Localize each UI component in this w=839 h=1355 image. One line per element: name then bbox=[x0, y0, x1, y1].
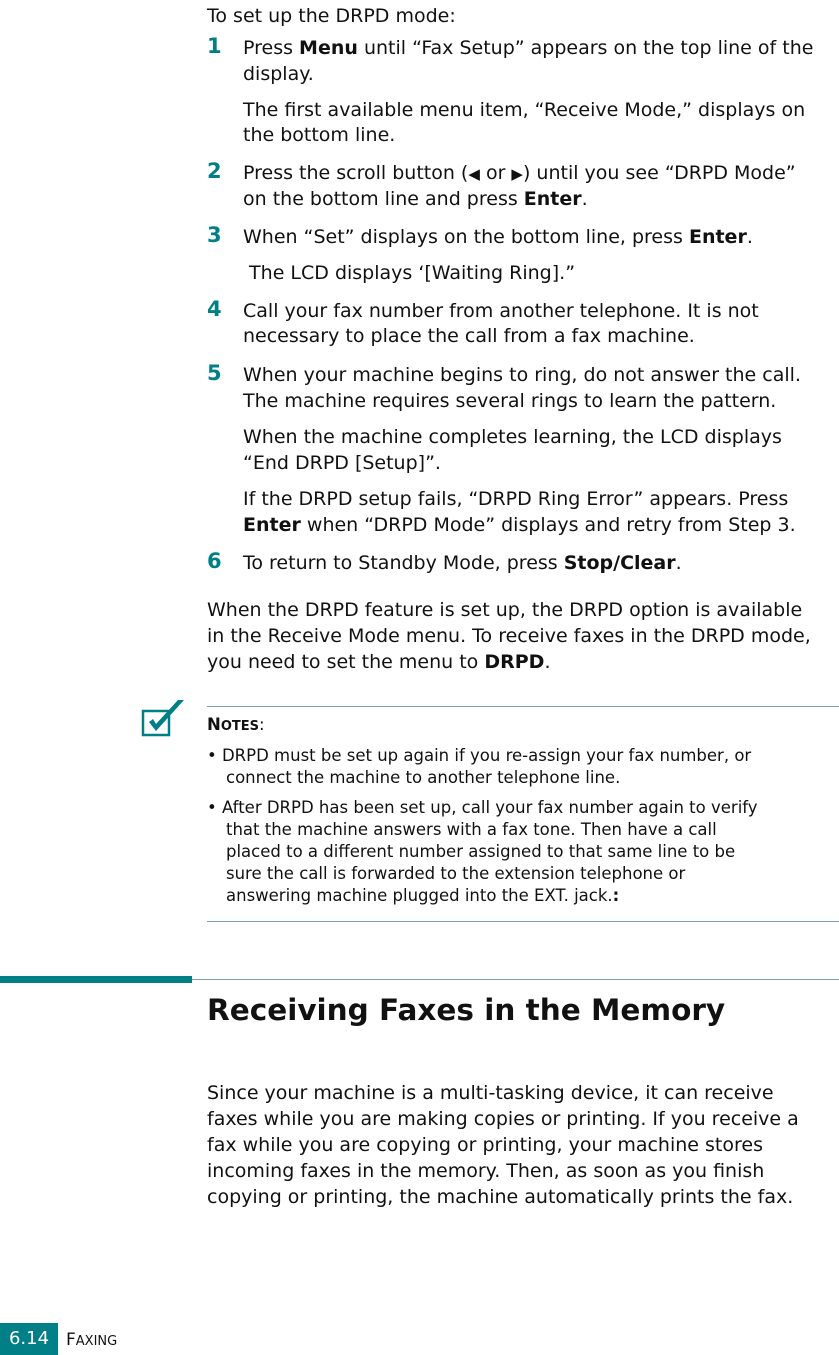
note-bullet-1-line-1: • DRPD must be set up again if you re-assign your fax number, or bbox=[207, 746, 752, 765]
notes-title: NOTES: bbox=[207, 715, 265, 734]
step-number: 4 bbox=[207, 297, 222, 321]
section-paragraph-line-5: copying or printing, the machine automatically prints the fax. bbox=[207, 1186, 794, 1208]
note-bullet-2-line-2: that the machine answers with a fax tone. Then have a call bbox=[226, 820, 717, 839]
step-1-line-2: display. bbox=[243, 63, 314, 85]
step-1-sub-2: the bottom line. bbox=[243, 124, 396, 146]
step-number: 6 bbox=[207, 549, 222, 573]
step-1-line-1: Press Menu until “Fax Setup” appears on the top line of the bbox=[243, 37, 814, 59]
step-6-line-1: To return to Standby Mode, press Stop/Clear. bbox=[243, 552, 682, 574]
step-1-sub-1: The first available menu item, “Receive Mode,” displays on bbox=[243, 99, 806, 121]
note-bullet-1-line-2: connect the machine to another telephone line. bbox=[226, 768, 621, 787]
notes-bottom-rule bbox=[207, 921, 839, 922]
section-paragraph-line-4: incoming faxes in the memory. Then, as soon as you finish bbox=[207, 1160, 765, 1182]
page-number: 6.14 bbox=[0, 1323, 58, 1355]
step-number: 3 bbox=[207, 223, 222, 247]
section-accent-bar bbox=[0, 976, 192, 983]
step-5-sub-2: “End DRPD [Setup]”. bbox=[243, 452, 441, 474]
note-bullet-2-line-1: • After DRPD has been set up, call your fax number again to verify bbox=[207, 798, 758, 817]
step-2-line-2: on the bottom line and press Enter. bbox=[243, 188, 588, 210]
step-number: 2 bbox=[207, 159, 222, 183]
after-paragraph-line-2: in the Receive Mode menu. To receive faxes in the DRPD mode, bbox=[207, 625, 811, 647]
right-arrow-icon: ▶ bbox=[511, 165, 523, 183]
checkmark-icon bbox=[140, 697, 192, 739]
chapter-name: FAXING bbox=[66, 1330, 118, 1350]
note-bullet-2-line-5: answering machine plugged into the EXT. jack.: bbox=[226, 886, 620, 905]
section-rule bbox=[192, 979, 839, 980]
step-number: 1 bbox=[207, 34, 222, 58]
step-4-line-1: Call your fax number from another telephone. It is not bbox=[243, 300, 759, 322]
after-paragraph-line-1: When the DRPD feature is set up, the DRPD option is available bbox=[207, 599, 803, 621]
notes-top-rule bbox=[207, 706, 839, 707]
step-4-line-2: necessary to place the call from a fax machine. bbox=[243, 325, 695, 347]
step-5-sub-1: When the machine completes learning, the LCD displays bbox=[243, 426, 782, 448]
section-paragraph-line-3: fax while you are copying or printing, your machine stores bbox=[207, 1134, 763, 1156]
section-paragraph-line-2: faxes while you are making copies or printing. If you receive a bbox=[207, 1108, 799, 1130]
note-bullet-2-line-4: sure the call is forwarded to the extension telephone or bbox=[226, 864, 686, 883]
step-5-sub-4: Enter when “DRPD Mode” displays and retry from Step 3. bbox=[243, 514, 796, 536]
step-number: 5 bbox=[207, 361, 222, 385]
step-5-line-1: When your machine begins to ring, do not answer the call. bbox=[243, 364, 801, 386]
step-3-line-1: When “Set” displays on the bottom line, press Enter. bbox=[243, 226, 753, 248]
after-paragraph-line-3: you need to set the menu to DRPD. bbox=[207, 651, 551, 673]
section-paragraph-line-1: Since your machine is a multi-tasking device, it can receive bbox=[207, 1082, 774, 1104]
step-3-sub-1: The LCD displays ‘[Waiting Ring].” bbox=[243, 262, 576, 284]
intro-text: To set up the DRPD mode: bbox=[207, 5, 456, 27]
step-2-line-1: Press the scroll button (◀ or ▶) until you see “DRPD Mode” bbox=[243, 162, 796, 184]
step-5-line-2: The machine requires several rings to learn the pattern. bbox=[243, 390, 777, 412]
note-bullet-2-line-3: placed to a different number assigned to that same line to be bbox=[226, 842, 736, 861]
section-heading: Receiving Faxes in the Memory bbox=[207, 993, 726, 1027]
left-arrow-icon: ◀ bbox=[468, 165, 480, 183]
step-5-sub-3: If the DRPD setup fails, “DRPD Ring Error” appears. Press bbox=[243, 488, 789, 510]
